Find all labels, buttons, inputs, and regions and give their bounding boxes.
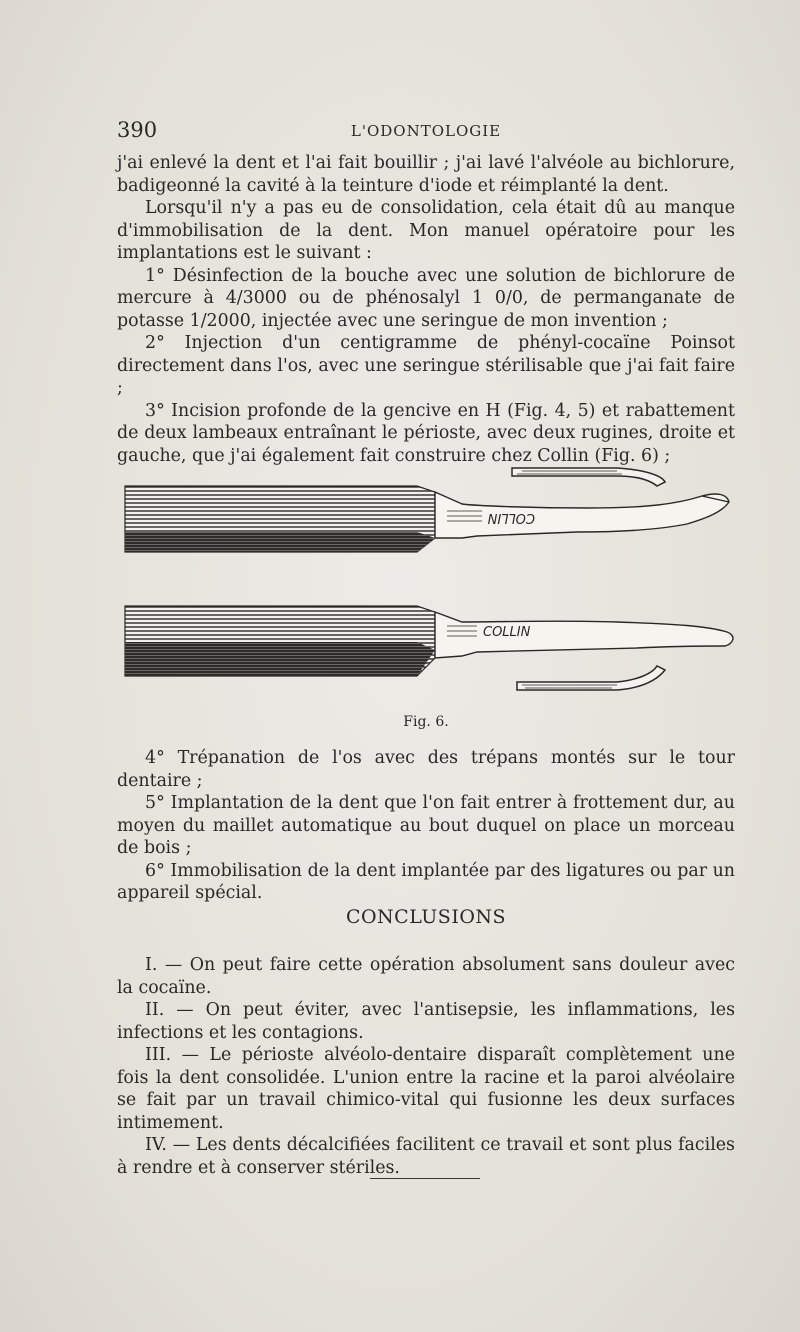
conclusion-item: IV. — Les dents décalcifiées facilitent ce travail et sont plus faciles à rendre et à conserver stériles. (117, 1135, 735, 1178)
end-rule-divider (370, 1178, 480, 1179)
instrument-mark-bottom: COLLIN (483, 625, 531, 640)
conclusion-item: I. — On peut faire cette opération absolument sans douleur avec la cocaïne. (117, 955, 735, 998)
body-text-middle (117, 747, 735, 905)
list-item-step-5: 5° Implantation de la dent que l'on fait entrer à frottement dur, au moyen du maillet automatique au bout duquel on place un morceau de bois ; (117, 793, 735, 858)
page-header (117, 118, 735, 148)
paragraph: j'ai enlevé la dent et l'ai fait bouillir ; j'ai lavé l'alvéole au bichlorure, badigeonné la cavité à la teinture d'iode et réimplanté la dent. (117, 153, 735, 196)
list-item-step-2: 2° Injection d'un centigramme de phényl-cocaïne Poinsot directement dans l'os, avec une seringue stérilisable que j'ai fait faire ; (117, 333, 735, 398)
section-title: CONCLUSIONS (345, 906, 507, 928)
running-head: L'ODONTOLOGIE (350, 122, 502, 140)
page-number: 390 (117, 118, 158, 142)
bottom-instrument (125, 606, 733, 676)
list-item-step-3: 3° Incision profonde de la gencive en H (Fig. 4, 5) et rabattement de deux lambeaux entraînant le périoste, avec deux rugines, droite et gauche, que j'ai également fait construire chez Collin (Fig. 6) ; (117, 400, 735, 466)
bottom-blade-tip (517, 666, 665, 690)
body-text-top (117, 152, 735, 467)
conclusion-item: II. — On peut éviter, avec l'antisepsie, les inflammations, les infections et les contagions. (117, 1000, 735, 1043)
top-blade-tip (512, 468, 665, 486)
instrument-mark-top: COLLIN (487, 510, 535, 525)
figure-6-instruments (117, 446, 757, 736)
list-item-step-1: 1° Désinfection de la bouche avec une solution de bichlorure de mercure à 4/3000 ou de phénosalyl 1 0/0, de permanganate de potasse 1/2000, injectée avec une seringue de mon invention ; (117, 265, 735, 331)
figure-caption: Fig. 6. (403, 714, 449, 730)
conclusion-item: III. — Le périoste alvéolo-dentaire disparaît complètement une fois la dent consolidée. L'union entre la racine et la paroi alvéolaire se fait par un travail chimico-vital qui fusionne les deux surfaces intimement. (117, 1045, 735, 1133)
conclusions-text (117, 954, 735, 1179)
list-item-step-4: 4° Trépanation de l'os avec des trépans montés sur le tour dentaire ; (117, 748, 735, 791)
paragraph: Lorsqu'il n'y a pas eu de consolidation, cela était dû au manque d'immobilisation de la dent. Mon manuel opératoire pour les implantations est le suivant : (117, 198, 735, 263)
rugine-illustration (117, 446, 757, 708)
list-item-step-6: 6° Immobilisation de la dent implantée par des ligatures ou par un appareil spécial. (117, 860, 735, 903)
top-instrument (125, 486, 729, 552)
